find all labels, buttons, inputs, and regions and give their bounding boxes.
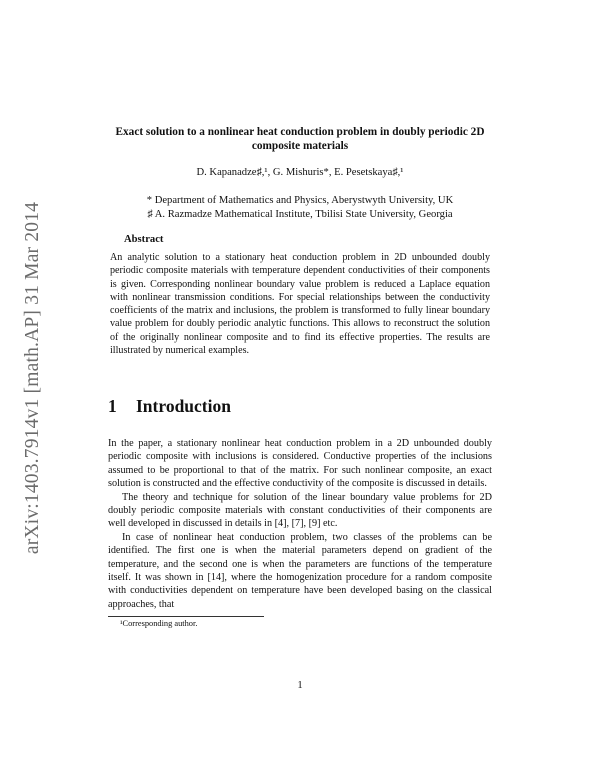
section-number: 1 xyxy=(108,396,117,416)
page-number: 1 xyxy=(297,680,303,691)
arxiv-sidebar xyxy=(18,178,48,578)
section-heading xyxy=(108,396,231,417)
body-text xyxy=(108,437,492,611)
affiliation-aberystwyth: * Department of Mathematics and Physics, Aberystwyth University, UK xyxy=(146,195,454,206)
section-title: Introduction xyxy=(136,396,231,416)
affiliations xyxy=(100,194,500,222)
abstract-heading: Abstract xyxy=(124,234,164,245)
author-list: D. Kapanadze♯,¹, G. Mishuris*, E. Pesetskaya♯,¹ xyxy=(196,167,404,178)
arxiv-identifier: arXiv:1403.7914v1 [math.AP] 31 Mar 2014 xyxy=(22,201,43,555)
affiliation-tbilisi: ♯ A. Razmadze Mathematical Institute, Tbilisi State University, Georgia xyxy=(147,209,453,220)
paragraph: The theory and technique for solution of the linear boundary value problems for 2D doubly periodic composite materials with constant conductivities of their components are well developed in discussed in details in [4], [7], [9] etc. xyxy=(108,491,492,530)
paper-title: Exact solution to a nonlinear heat conduction problem in doubly periodic 2D composite materials xyxy=(115,126,485,152)
paragraph: In case of nonlinear heat conduction problem, two classes of the problems can be identified. The first one is when the material parameters depend on gradient of the temperature, and the second one is when the parameters are functions of the temperature itself. It was shown in [14], where the homogenization procedure for a random composite with conductivities dependent on temperature have been developed basing on the classical approaches, that xyxy=(108,531,492,610)
paragraph: In the paper, a stationary nonlinear heat conduction problem in a 2D unbounded doubly periodic composite with inclusions is considered. Conductive properties of the inclusions assumed to be proportional to that of the matrix. For such nonlinear composite, an exact solution is constructed and the effective conductivity of the composite is discussed in details. xyxy=(108,438,492,490)
footnote-rule xyxy=(108,616,264,617)
abstract-text: An analytic solution to a stationary heat conduction problem in 2D unbounded doubly periodic composite materials with temperature dependent conductivities of their components is given. Corresponding nonlinear boundary value problem is reduced a Laplace equation with nonlinear transmission conditions. For special relationships between the conductivity coefficients of the matrix and inclusions, the problem is transformed to fully linear boundary value problem for doubly periodic analytic functions. This allows to reconstruct the solution of the originally nonlinear composite and to find its effective properties. The results are illustrated by numerical examples. xyxy=(110,252,490,357)
footnote: ¹Corresponding author. xyxy=(120,619,198,628)
